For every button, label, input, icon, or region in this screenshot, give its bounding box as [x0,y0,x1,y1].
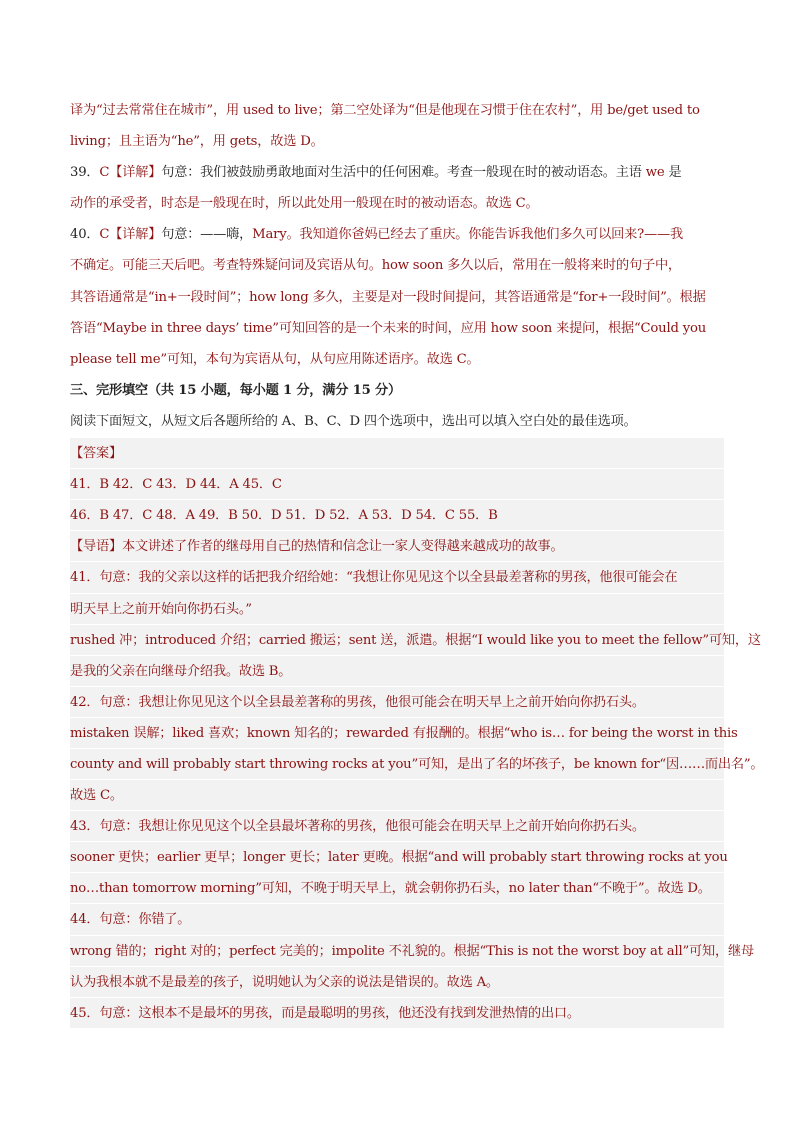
text-line [70,593,724,624]
text-line [70,561,724,592]
text-segment: 答语“Maybe in three days’ time”可知回答的是一个未来的时间，应用 how soon 来提问，根据“Could you [70,320,707,336]
text-segment: C【详解】 [99,227,162,243]
text-line [70,717,738,748]
text-line [70,903,724,934]
text-segment: living；且主语为“he”，用 gets，故选 D。 [70,134,324,150]
text-segment: 43．句意：我想让你见见这个以全县最坏著称的男孩，他很可能会在明天早上之前开始向你扔石头。 [70,819,645,835]
text-line [70,437,724,468]
text-segment: rushed 冲；introduced 介绍；carried 搬运；sent 送，派遣。根据“I would like you to meet the fellow”可知，这 [70,632,761,648]
text-line [70,935,754,966]
text-segment: 句意：我们被鼓励勇敢地面对生活中的任何困难。考查一般现在时的被动语态。主语 [161,165,646,181]
text-segment: 41．句意：我的父亲以这样的话把我介绍给她：“我想让你见见这个以全县最差著称的男孩，他很可能会在 [70,570,678,586]
text-line [70,282,724,313]
text-line [70,126,724,157]
text-line [70,499,724,530]
text-segment: wrong 错的；right 对的；perfect 完美的；impolite 不礼貌的。根据“This is not the worst boy at all”可知，继母 [70,943,754,959]
text-segment: 动作的承受者，时态是一般现在时，所以此处用一般现在时的被动语态。故选 C。 [70,196,539,212]
text-segment: 是 [664,165,682,181]
text-segment: 45．句意：这根本不是最坏的男孩，而是最聪明的男孩，他还没有找到发泄热情的出口。 [70,1005,580,1021]
text-segment: 是我的父亲在向继母介绍我。故选 B。 [70,663,292,679]
text-segment: C【详解】 [99,165,162,181]
text-line [70,313,724,344]
text-segment: 46．B 47．C 48．A 49．B 50．D 51．D 52．A 53．D 54．C 55．B [70,508,498,524]
text-line [70,841,728,872]
text-segment: we [645,165,665,181]
text-segment: 明天早上之前开始向你扔石头。” [70,601,252,617]
text-segment: 44．句意：你错了。 [70,912,191,928]
text-line [70,872,724,903]
text-segment: 39． [70,165,100,181]
text-line [70,530,724,561]
document-page [70,95,764,1028]
text-segment: 【导语】 [70,539,122,555]
text-segment: please tell me”可知，本句为宾语从句，从句应用陈述语序。故选 C。 [70,351,480,367]
text-line [70,686,724,717]
text-segment: 不确定。可能三天后吧。考查特殊疑问词及宾语从句。how soon 多久以后，常用在一般将来时的句子中， [70,258,681,274]
text-segment: sooner 更快；earlier 更早；longer 更长；later 更晚。根据“and will probably start throwing rocks at you [70,850,728,866]
text-line [70,219,724,250]
text-segment: Mary [252,227,287,243]
text-line [70,624,761,655]
text-segment: 故选 C。 [70,788,123,804]
text-line [70,468,724,499]
text-line [70,779,724,810]
text-line [70,188,724,219]
text-line [70,95,724,126]
text-segment: 三、完形填空（共 15 小题，每小题 1 分，满分 15 分） [70,382,401,398]
text-line [70,250,724,281]
text-segment: 译为“过去常常住在城市”，用 used to live；第二空处译为“但是他现在习惯于住在农村”，用 be/get used to [70,103,700,118]
text-line [70,748,764,779]
text-segment: 41．B 42．C 43．D 44．A 45．C [70,477,282,493]
text-line [70,810,724,841]
text-segment: 认为我根本就不是最差的孩子，说明她认为父亲的说法是错误的。故选 A。 [70,974,499,990]
text-segment: 句意：——嗨， [161,227,253,243]
text-line [70,406,724,437]
text-segment: mistaken 误解；liked 喜欢；known 知名的；rewarded 有报酬的。根据“who is… for being the worst in this [70,725,738,741]
text-line [70,157,724,188]
text-line [70,966,724,997]
text-line [70,344,724,375]
text-segment: 42．句意：我想让你见见这个以全县最差著称的男孩，他很可能会在明天早上之前开始向你扔石头。 [70,694,645,710]
text-segment: 【答案】 [70,446,122,462]
text-segment: no…than tomorrow morning”可知，不晚于明天早上，就会朝你扔石头，no later than“不晚于”。故选 D。 [70,881,711,897]
text-segment: 其答语通常是“in+一段时间”；how long 多久，主要是对一段时间提问，其答语通常是“for+一段时间”。根据 [70,289,706,305]
text-line [70,655,724,686]
text-segment: 40． [70,227,100,243]
text-segment: 本文讲述了作者的继母用自己的热情和信念让一家人变得越来越成功的故事。 [121,539,564,555]
text-segment: 阅读下面短文，从短文后各题所给的 A、B、C、D 四个选项中，选出可以填入空白处的最佳选项。 [70,413,637,429]
text-line [70,997,724,1028]
text-segment: county and will probably start throwing rocks at you”可知，是出了名的坏孩子，be known for“因……而出名”。 [70,756,764,772]
section-heading [70,375,724,406]
text-segment: 。我知道你爸妈已经去了重庆。你能告诉我他们多久可以回来?——我 [286,227,683,243]
